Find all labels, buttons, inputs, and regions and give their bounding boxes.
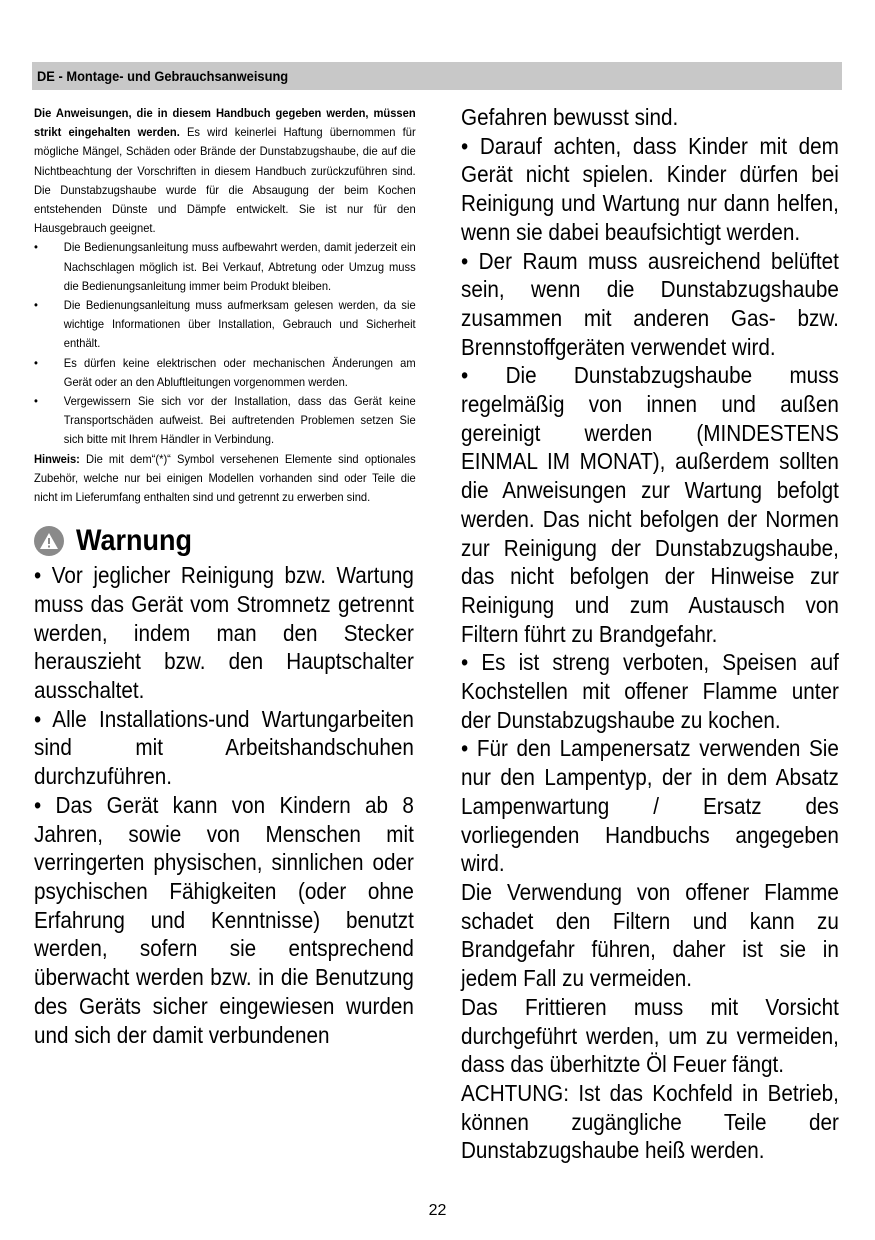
bullet-icon: • bbox=[34, 240, 38, 255]
section-header-bar bbox=[32, 62, 842, 90]
note-paragraph bbox=[34, 450, 416, 508]
intro-block bbox=[34, 104, 414, 507]
intro-paragraph bbox=[34, 104, 416, 238]
instruction-list bbox=[34, 238, 416, 449]
warning-paragraph: • Vor jeglicher Reinigung bzw. Wartung muss das Gerät vom Stromnetz getrennt werden, indem man den Stecker herauszieht bzw. den Hauptschalter ausschaltet. bbox=[34, 562, 414, 704]
intro-bold-text: Die Anweisungen, die in diesem Handbuch gegeben werden, müssen strikt eingehalten werden. bbox=[34, 106, 416, 140]
warning-left-text bbox=[34, 561, 414, 1049]
warning-paragraph: Die Verwendung von offener Flamme schadet den Filtern und kann zu Brandgefahr führen, daher ist sie in jedem Fall zu vermeiden. bbox=[461, 878, 839, 992]
list-item: • Es dürfen keine elektrischen oder mechanischen Änderungen am Gerät oder an den Abluftleitungen vorgenommen werden. bbox=[34, 355, 416, 389]
bullet-icon: • bbox=[34, 355, 38, 370]
warning-triangle-icon bbox=[34, 526, 64, 556]
warning-paragraph: • Das Gerät kann von Kindern ab 8 Jahren, sowie von Menschen mit verringerten physischen, sinnlichen oder psychischen Fähigkeiten (oder ohne Erfahrung und Kenntnisse) benutzt werden, sofern sie entsprechend überwacht werden bzw. in die Benutzung des Geräts sicher eingewiesen wurden und sich der damit verbundenen bbox=[34, 791, 414, 1048]
intro-text: Es wird keinerlei Haftung übernommen für mögliche Mängel, Schäden oder Brände der Dunstabzugshaube, die auf die Nichtbeachtung der Vorschriften in diesem Handbuch zurückzuführen sind. Die Dunstabzugshaube wurde für die Absaugung der beim Kochen entstehenden Dünste und Dämpfe entwickelt. Sie ist nur für den Hausgebrauch geeignet. bbox=[34, 125, 416, 236]
right-column bbox=[461, 103, 839, 1165]
page-number: 22 bbox=[428, 1202, 447, 1219]
warning-paragraph: • Darauf achten, dass Kinder mit dem Gerät nicht spielen. Kinder dürfen bei Reinigung und Wartung nur dann helfen, wenn sie dabei beaufsichtigt werden. bbox=[461, 132, 839, 245]
bullet-icon: • bbox=[34, 298, 38, 313]
warning-title: Warnung bbox=[76, 524, 192, 558]
warning-paragraph: • Der Raum muss ausreichend belüftet sein, wenn die Dunstabzugshaube zusammen mit anderen Gas- bzw. Brennstoffgeräten verwendet wird. bbox=[461, 247, 839, 360]
warning-paragraph: • Die Dunstabzugshaube muss regelmäßig von innen und außen gereinigt werden (MINDESTENS EINMAL IM MONAT), außerdem sollten die Anweisungen zur Wartung befolgt werden. Das nicht befolgen der Normen zur Reinigung der Dunstabzugshaube, das nicht befolgen der Hinweise zur Reinigung und zum Austausch von Filtern führt zu Brandgefahr. bbox=[461, 362, 839, 647]
bullet-icon: • bbox=[34, 394, 38, 409]
warning-heading bbox=[34, 521, 414, 561]
warning-paragraph: • Für den Lampenersatz verwenden Sie nur den Lampentyp, der in dem Absatz Lampenwartung / Ersatz des vorliegenden Handbuchs angegeben wird. bbox=[461, 735, 839, 877]
list-item: • Die Bedienungsanleitung muss aufbewahrt werden, damit jederzeit ein Nachschlagen möglich ist. Bei Verkauf, Abtretung oder Umzug muss die Bedienungsanleitung immer beim Produkt bleiben. bbox=[34, 240, 416, 293]
warning-paragraph: Gefahren bewusst sind. bbox=[461, 104, 679, 130]
warning-paragraph: ACHTUNG: Ist das Kochfeld in Betrieb, können zugängliche Teile der Dunstabzugshaube heiß werden. bbox=[461, 1079, 839, 1164]
left-column bbox=[34, 104, 414, 1049]
list-item: • Die Bedienungsanleitung muss aufmerksam gelesen werden, da sie wichtige Informationen über Installation, Gebrauch und Sicherheit enthält. bbox=[34, 298, 416, 351]
warning-paragraph: • Alle Installations-und Wartungarbeiten sind mit Arbeitshandschuhen durchzuführen. bbox=[34, 705, 414, 790]
warning-right-text bbox=[461, 103, 839, 1165]
note-label: Hinweis: bbox=[34, 451, 80, 466]
list-item: • Vergewissern Sie sich vor der Installation, dass das Gerät keine Transportschäden aufweist. Bei auftretenden Problemen setzen Sie sich bitte mit Ihrem Händler in Verbindung. bbox=[34, 394, 416, 447]
note-text: Die mit dem“(*)“ Symbol versehenen Elemente sind optionales Zubehör, welche nur bei einigen Modellen vorhanden sind oder Teile die nicht im Lieferumfang enthalten sind und getrennt zu erwerben sind. bbox=[34, 451, 416, 505]
section-header-title: DE - Montage- und Gebrauchsanweisung bbox=[37, 68, 289, 84]
warning-paragraph: • Es ist streng verboten, Speisen auf Kochstellen mit offener Flamme unter der Dunstabzugshaube zu kochen. bbox=[461, 649, 839, 733]
warning-paragraph: Das Frittieren muss mit Vorsicht durchgeführt werden, um zu vermeiden, dass das überhitzte Öl Feuer fängt. bbox=[461, 993, 839, 1078]
